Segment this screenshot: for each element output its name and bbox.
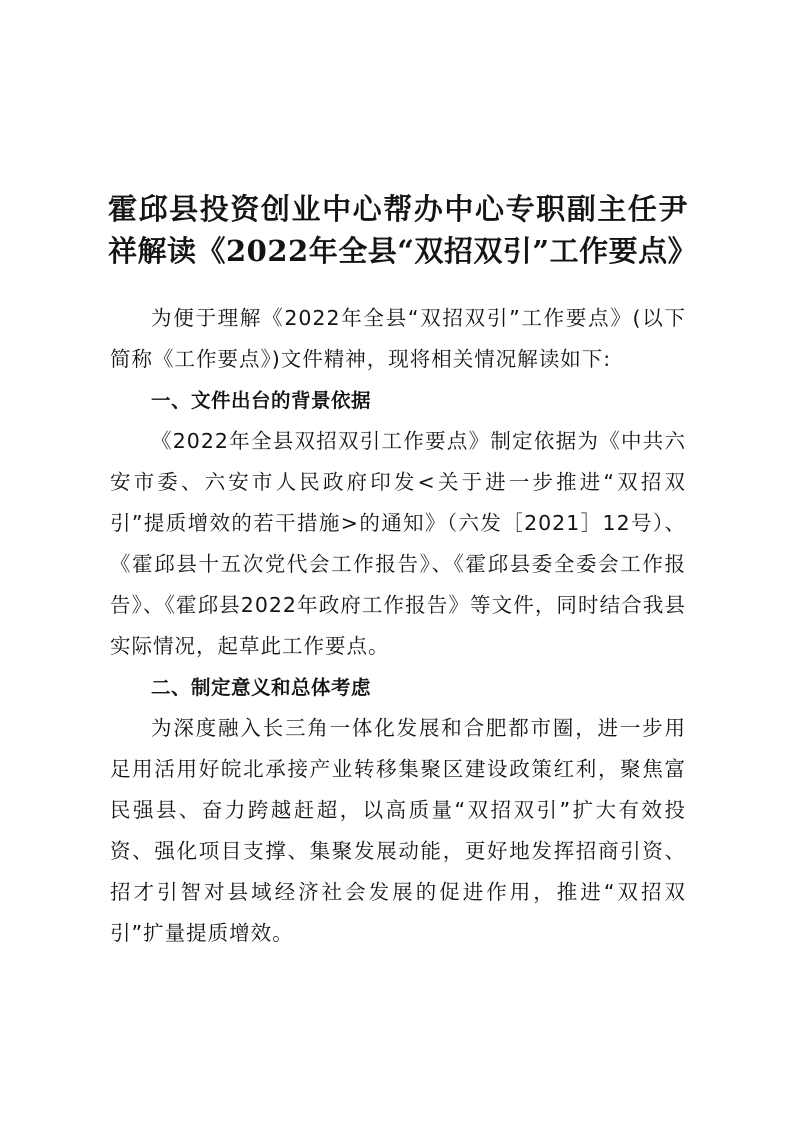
- significance-paragraph: 为深度融入长三角一体化发展和合肥都市圈，进一步用足用活用好皖北承接产业转移集聚区建设政策红利，聚焦富民强县、奋力跨越赶超，以高质量“双招双引”扩大有效投资、强化项目支撑、集聚发展动能，更好地发挥招商引资、招才引智对县域经济社会发展的促进作用，推进“双招双引”扩量提质增效。: [110, 716, 686, 945]
- section-heading-background: 一、文件出台的背景依据: [151, 389, 372, 412]
- document-title: 霍邱县投资创业中心帮办中心专职副主任尹祥解读《2022年全县“双招双引”工作要点》: [108, 192, 698, 268]
- section-heading-significance: 二、制定意义和总体考虑: [151, 676, 372, 699]
- intro-paragraph: 为便于理解《2022年全县“双招双引”工作要点》(以下简称《工作要点》)文件精神，现将相关情况解读如下:: [110, 306, 686, 371]
- background-paragraph: 《2022年全县双招双引工作要点》制定依据为《中共六安市委、六安市人民政府印发<关于进一步推进“双招双引”提质增效的若干措施>的通知》（六发［2021］12号）、《霍邱县十五次党代会工作报告》、《霍邱县委全委会工作报告》、《霍邱县2022年政府工作报告》等文件，同时结合我县实际情况，起草此工作要点。: [110, 429, 686, 658]
- document-body: [110, 298, 686, 954]
